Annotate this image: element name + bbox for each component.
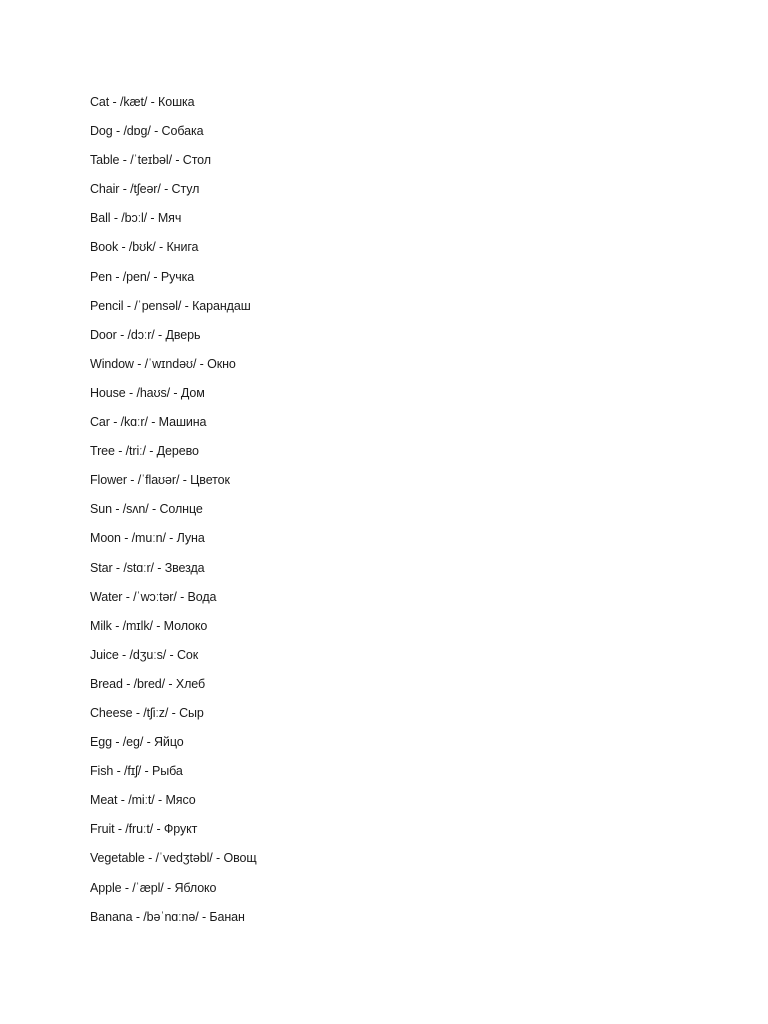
vocabulary-line: Pencil - /ˈpensəl/ - Карандаш (90, 298, 251, 313)
vocabulary-line: House - /haʊs/ - Дом (90, 385, 205, 400)
vocabulary-line: Fruit - /fruːt/ - Фрукт (90, 822, 198, 837)
vocabulary-line: Dog - /dɒg/ - Собака (90, 124, 204, 139)
vocabulary-line: Flower - /ˈflaʊər/ - Цветок (90, 473, 230, 488)
vocabulary-line: Star - /stɑːr/ - Звезда (90, 560, 205, 575)
vocabulary-line: Cat - /kæt/ - Кошка (90, 95, 195, 109)
vocabulary-line: Tree - /triː/ - Дерево (90, 444, 199, 459)
vocabulary-line: Milk - /mɪlk/ - Молоко (90, 618, 208, 633)
vocabulary-line: Door - /dɔːr/ - Дверь (90, 327, 201, 342)
vocabulary-line: Juice - /dʒuːs/ - Сок (90, 647, 199, 662)
vocabulary-line: Cheese - /tʃiːz/ - Сыр (90, 705, 204, 720)
vocabulary-line: Egg - /eg/ - Яйцо (90, 735, 184, 750)
vocabulary-line: Window - /ˈwɪndəʊ/ - Окно (90, 356, 236, 371)
vocabulary-line: Moon - /muːn/ - Луна (90, 531, 205, 546)
vocabulary-line: Apple - /ˈæpl/ - Яблоко (90, 880, 217, 895)
vocabulary-line: Meat - /miːt/ - Мясо (90, 793, 196, 808)
vocabulary-line: Sun - /sʌn/ - Солнце (90, 502, 203, 517)
vocabulary-line: Table - /ˈteɪbəl/ - Стол (90, 153, 211, 168)
vocabulary-line: Book - /bʊk/ - Книга (90, 240, 199, 255)
vocabulary-list (90, 92, 257, 936)
vocabulary-line: Car - /kɑːr/ - Машина (90, 415, 207, 430)
vocabulary-line: Chair - /tʃeər/ - Стул (90, 182, 200, 197)
vocabulary-line: Fish - /fɪʃ/ - Рыба (90, 764, 183, 779)
vocabulary-line: Pen - /pen/ - Ручка (90, 269, 195, 284)
vocabulary-line: Ball - /bɔːl/ - Мяч (90, 211, 182, 226)
vocabulary-line: Banana - /bəˈnɑːnə/ - Банан (90, 909, 245, 924)
vocabulary-line: Bread - /bred/ - Хлеб (90, 676, 206, 691)
vocabulary-line: Vegetable - /ˈvedʒtəbl/ - Овощ (90, 851, 257, 866)
vocabulary-line: Water - /ˈwɔːtər/ - Вода (90, 589, 217, 604)
